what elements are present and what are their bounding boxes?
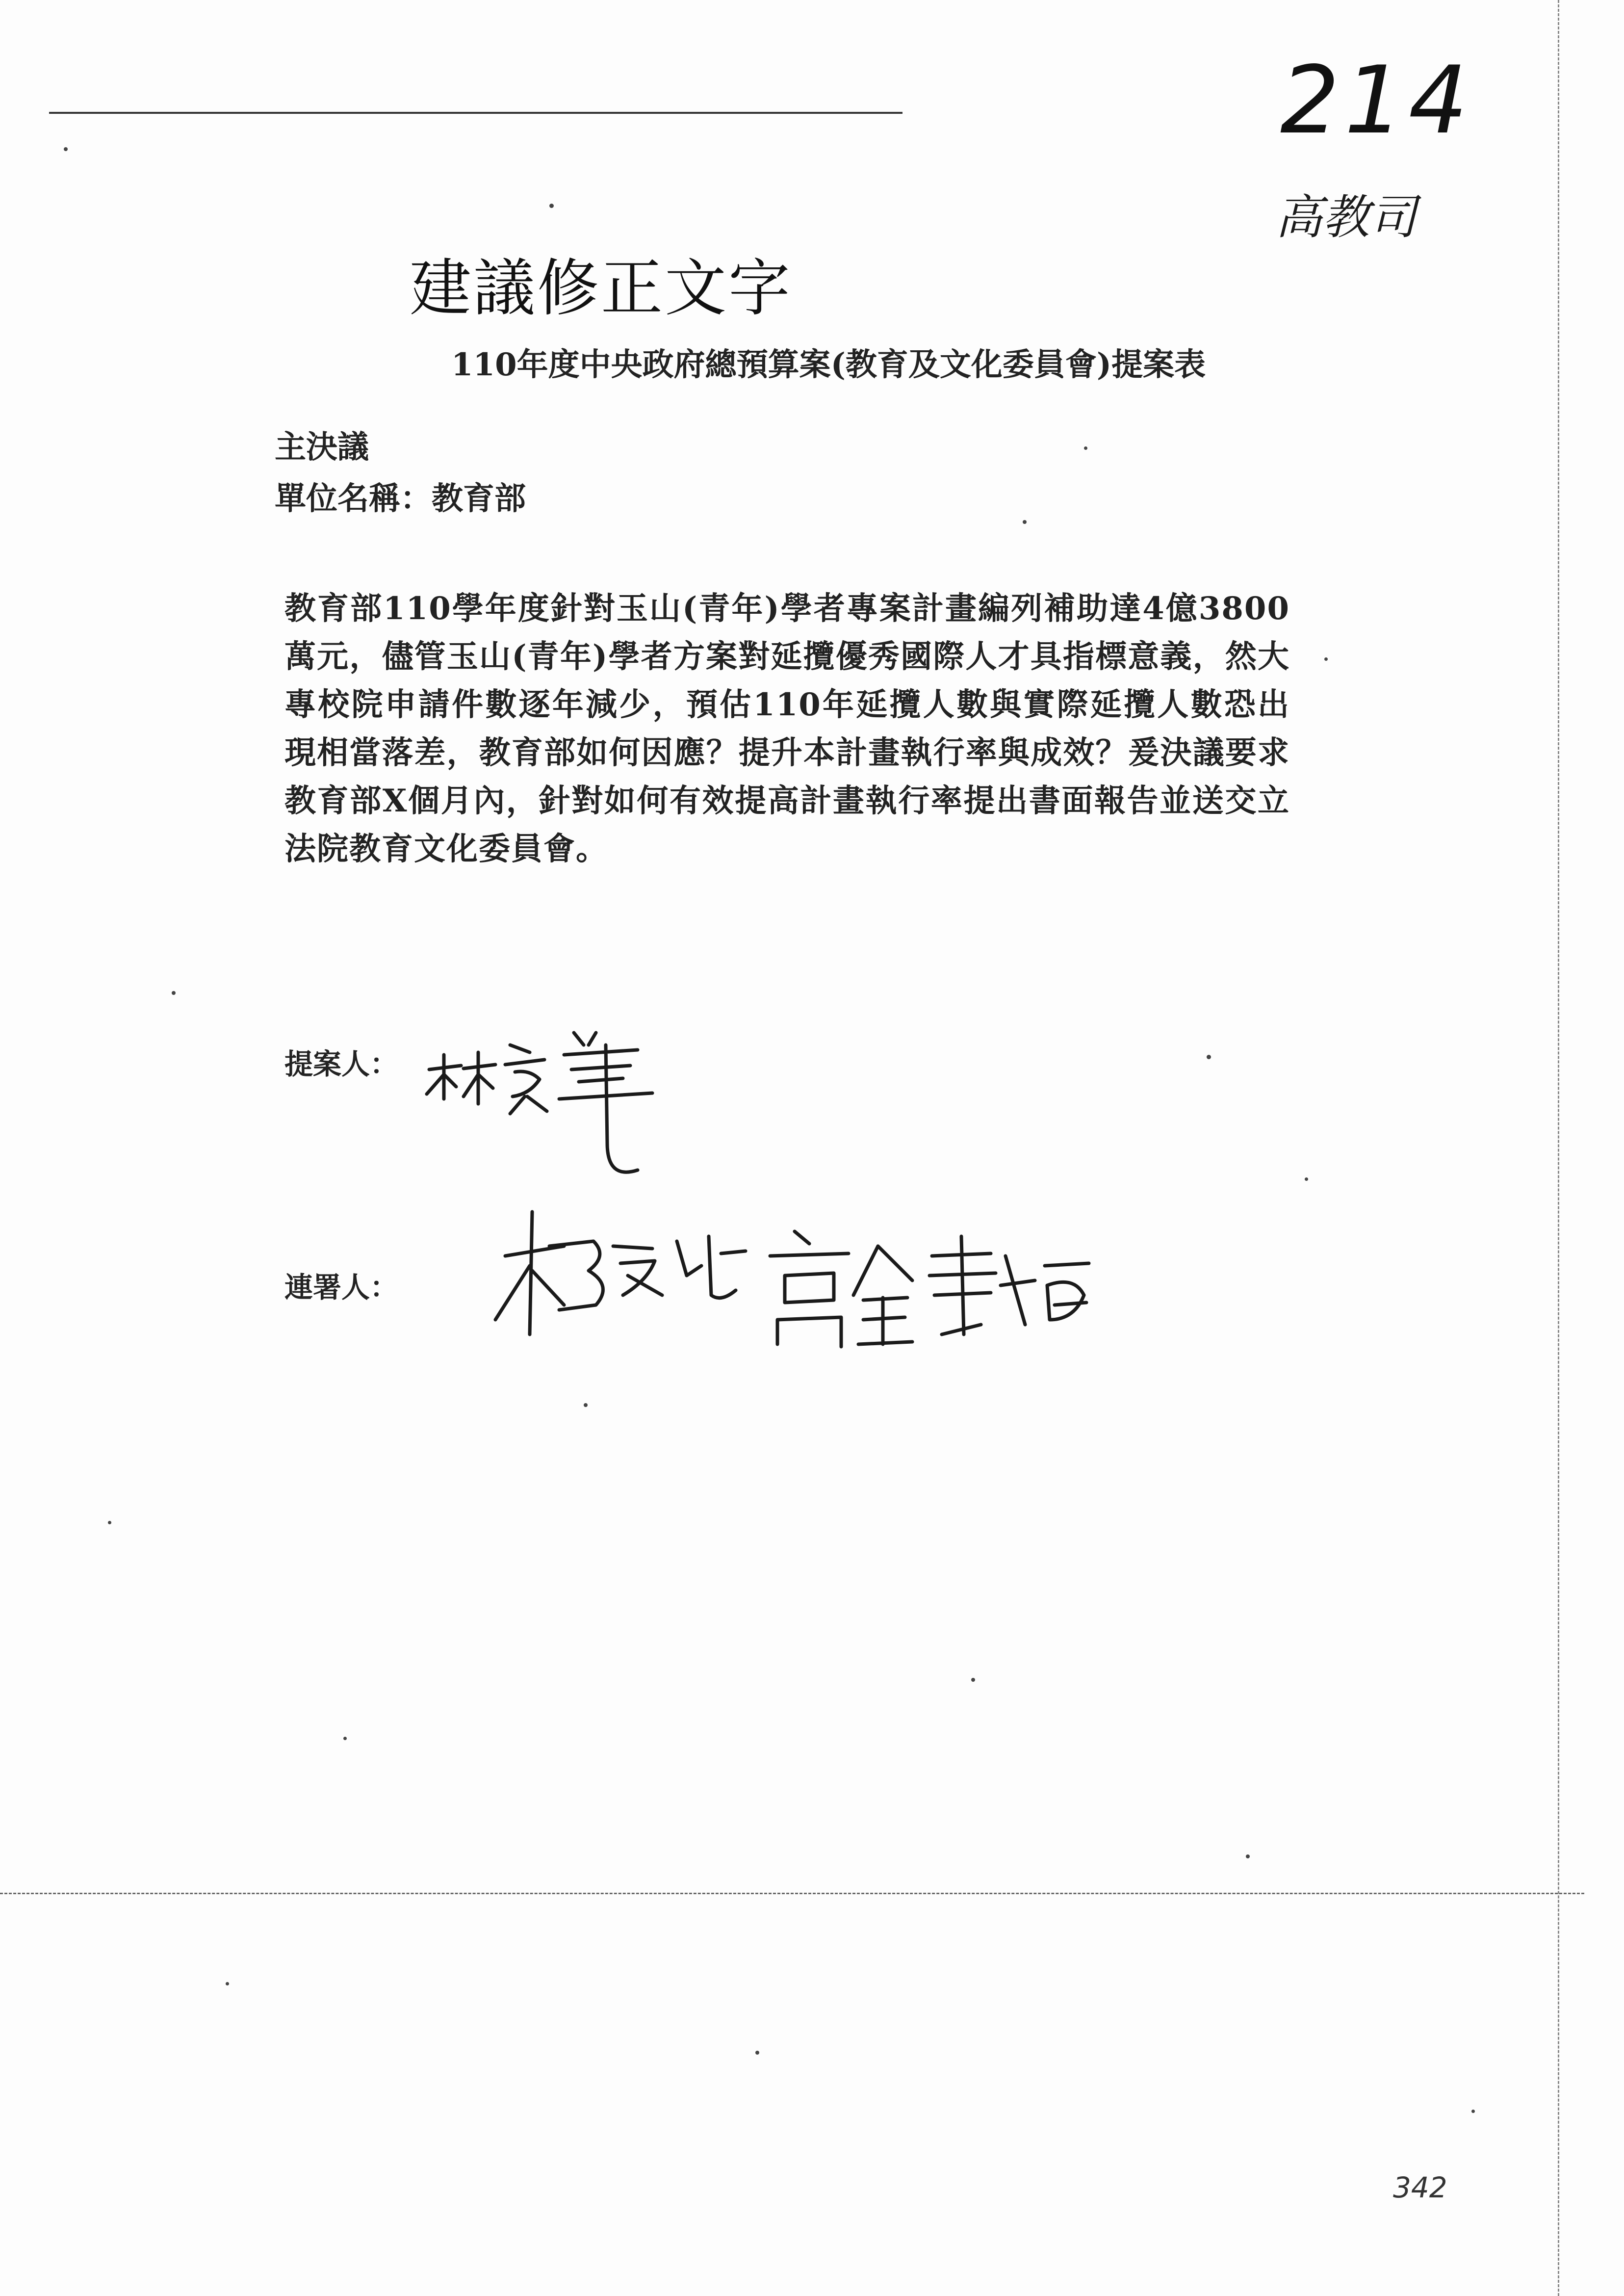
unit-name-field: 單位名稱：教育部 — [275, 480, 526, 517]
scan-speck — [172, 991, 176, 995]
proposer-label: 提案人： — [284, 1047, 399, 1081]
scan-speck — [971, 1678, 975, 1682]
bottom-rule — [0, 1893, 1584, 1894]
scan-speck — [549, 204, 554, 208]
scan-speck — [343, 1737, 347, 1740]
scan-speck — [108, 1521, 111, 1524]
handwritten-office-name: 高教司 — [1275, 190, 1417, 245]
scan-speck — [1471, 2110, 1475, 2113]
scan-speck — [1246, 1854, 1250, 1858]
scan-speck — [1084, 446, 1087, 450]
scan-speck — [64, 147, 68, 151]
scan-speck — [1207, 1055, 1211, 1059]
form-title: 110年度中央政府總預算案(教育及文化委員會)提案表 — [451, 346, 1206, 383]
scan-speck — [1023, 520, 1027, 524]
scan-speck — [584, 1403, 588, 1407]
scan-speck — [1305, 1177, 1308, 1181]
scan-speck — [755, 2051, 759, 2055]
handwritten-case-number: 214 — [1280, 46, 1473, 155]
scan-speck — [1324, 657, 1328, 661]
revision-heading: 建議修正文字 — [410, 252, 792, 324]
page-number-mark: 342 — [1393, 2171, 1447, 2204]
cosigner-label: 連署人： — [284, 1271, 399, 1304]
right-margin-rule — [1558, 0, 1559, 2296]
main-resolution-label: 主決議 — [275, 429, 369, 466]
scan-speck — [226, 1982, 229, 1985]
resolution-body: 教育部110學年度針對玉山(青年)學者專案計畫編列補助達4億3800萬元，儘管玉山(青年)學者方案對延攬優秀國際人才具指標意義，然大專校院申請件數逐年減少，預估110年延攬人數與實際延攬人數恐出現相當落差，教育部如何因應？提升本計畫執行率與成效？爰決議要求教育部X個月內，針對如何有效提高計畫執行率提出書面報告並送交立法院教育文化委員會。 — [284, 590, 1290, 867]
top-rule — [49, 112, 902, 114]
